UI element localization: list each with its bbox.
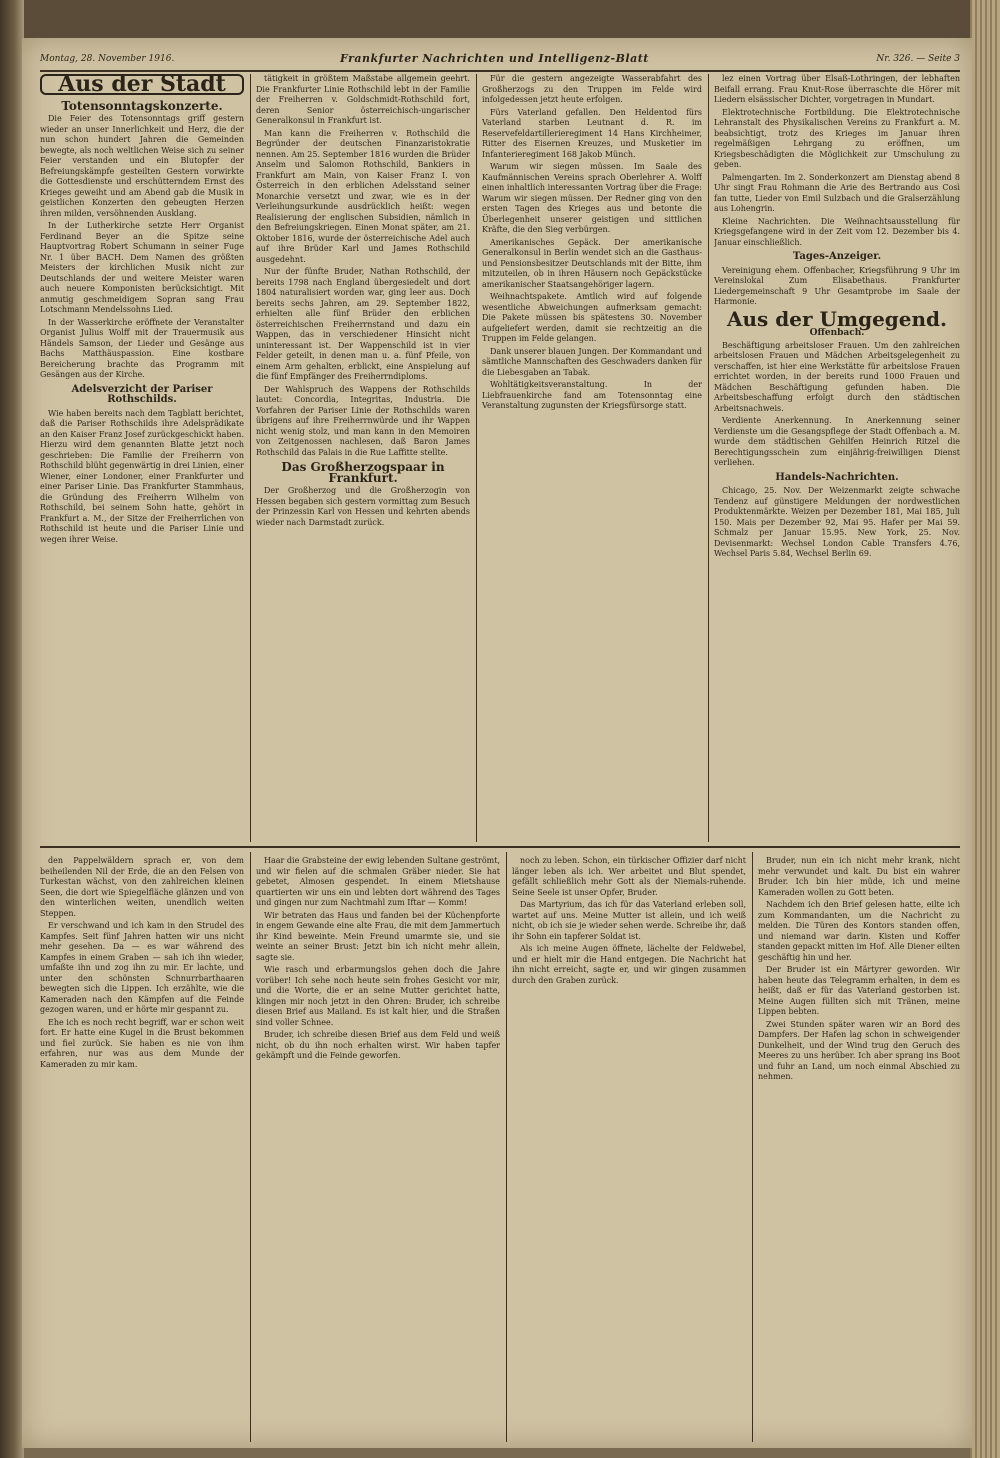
article-paragraph: Kleine Nachrichten. Die Weihnachtsausstellung für Kriegsgefangene wird in der Zeit vom 12. Dezember bis 4. Januar einschließlich. [714, 216, 960, 247]
feuilleton-column-4 [758, 856, 960, 1442]
column-rule [250, 852, 251, 1442]
article-paragraph: Vereinigung ehem. Offenbacher, Kriegsführung 9 Uhr im Vereinslokal Zum Elisabethaus. Frankfurter Liedergemeinschaft 9 Uhr Gesamtprobe im Saale der Harmonie. [714, 265, 960, 306]
article-paragraph: In der Wasserkirche eröffnete der Veranstalter Organist Julius Wolff mit der Trauermusik aus Händels Samson, der Lieder und Gesänge aus Bachs Matthäuspassion. Eine kostbare Bereicherung brachte das Programm mit Gesängen aus der Kirche. [40, 317, 244, 379]
section-divider [40, 846, 960, 848]
article-paragraph: Weihnachtspakete. Amtlich wird auf folgende wesentliche Abweichungen aufmerksam gemacht: Die Pakete müssen bis spätestens 30. November aufgeliefert werden, damit sie rechtzeitig an die Truppen im Felde gelangen. [482, 292, 702, 343]
story-paragraph: noch zu leben. Schon, ein türkischer Offizier darf nicht länger leben als ich. Wer arbeitet und Blut spendet, gefällt schließlich mehr Gott als der Niemals-ruhende. Seine Seele ist unser Opfer, Bruder. [512, 856, 746, 897]
article-heading: Das Großherzogspaar in Frankfurt. [281, 460, 445, 485]
scan-top-edge [0, 0, 1000, 40]
story-paragraph: Haar die Grabsteine der ewig lebenden Sultane geströmt, und wir fielen auf die schmalen Gräber nieder. Sie hat gebetet, Almosen gespendet. In einem Mietshause quartierten wir uns ein und lebten dort während des Tages und gingen nur zum Nachtmahl zum Iftar — Komm! [256, 856, 500, 907]
story-paragraph: Ehe ich es noch recht begriff, war er schon weit fort. Er hatte eine Kugel in die Brust bekommen und fiel zurück. Sie haben es nie von ihm erfahren, nur was aus dem Munde der Kameraden zu mir kam. [40, 1017, 244, 1069]
article-heading: Handels-Nachrichten. [775, 471, 899, 483]
page-number: Nr. 326. — Seite 3 [876, 54, 960, 64]
article-paragraph: Für die gestern angezeigte Wasserabfahrt des Großherzogs zu den Truppen im Felde wird infolgedessen jetzt heute erfolgen. [482, 74, 702, 104]
column-rule [250, 74, 251, 842]
article-heading: Tages-Anzeiger. [792, 251, 882, 262]
column-3 [482, 74, 702, 842]
article-heading: Totensonntagskonzerte. [61, 98, 223, 113]
article-paragraph: Nur der fünfte Bruder, Nathan Rothschild, der bereits 1798 nach England übergesiedelt und dort 1804 naturalisiert worden war, ging leer aus. Doch bereits sechs Jahren, am 29. September 1822, erhielten alle fünf Brüder den erblichen österreichischen Freiherrnstand und dazu ein Wappen, das in verschiedener Hinsicht nicht uninteressant ist. Der Wappenschild ist in vier Felder geteilt, in denen man u. a. fünf Pfeile, von einem Arm gehalten, erblickt, eine Anspielung auf die fünf Empfänger des Freiherrndiploms. [256, 267, 470, 381]
article-paragraph: Chicago, 25. Nov. Der Weizenmarkt zeigte schwache Tendenz auf günstigere Meldungen der nordwestlichen Produktenmärkte. Weizen per Dezember 181, Mai 185, Juli 150. Mais per Dezember 92, Mai 95. Hafer per Mai 59. Schmalz per Januar 15.95. New York, 25. Nov. Devisenmarkt: Wechsel London Cable Transfers 4.76, Wechsel Paris 5.84, Wechsel Berlin 69. [714, 486, 960, 558]
section-heading-umgegend: Aus der Umgegend. [727, 306, 947, 331]
article-heading: Adelsverzicht der Pariser Rothschilds. [71, 383, 213, 405]
feuilleton-column-2 [256, 856, 500, 1442]
article-paragraph: Verdiente Anerkennung. In Anerkennung seiner Verdienste um die Gesangspflege der Stadt Offenbach a. M. wurde dem städtischen Gehilfen Heinrich Ritzel die Berechtigungsschein zum einjährig-freiwilligen Dienst verliehen. [714, 416, 960, 467]
story-paragraph: Als ich meine Augen öffnete, lächelte der Feldwebel, und er hielt mir die Hand entgegen. Die Nachricht hat ihn nicht erreicht, sagte er, und wir gingen zusammen durch den Graben zurück. [512, 944, 746, 985]
story-paragraph: Wir betraten das Haus und fanden bei der Küchenpforte in engem Gewande eine alte Frau, die mit dem Jammertuch ihr Kind beweinte. Mein Freund umarmte sie, und sie weinte an seiner Brust: Jetzt bin ich nicht mehr allein, sagte sie. [256, 910, 500, 962]
column-4 [714, 74, 960, 842]
issue-date: Montag, 28. November 1916. [40, 54, 175, 64]
article-paragraph: Die Feier des Totensonntags griff gestern wieder an unser Innerlichkeit und Herz, die der nun schon hundert Jahren die Gemeinden bewegte, als noch weltlichen Weise sich zu seiner Feier verstanden und ein Blutopfer der Befreiungskämpfe gesteilten Gestern vorwirkte die Gottesdienste und erschütterndem Ernst des Krieges geweiht und am Abend gab die Musik in geistlichen Konzerten den gebeugten Herzen ihren milden, versöhnenden Ausklang. [40, 114, 244, 218]
page-header [40, 52, 960, 72]
article-paragraph: Amerikanisches Gepäck. Der amerikanische Generalkonsul in Berlin wendet sich an die Gasthaus- und Pensionsbesitzer Deutschlands mit der Bitte, ihm mitzuteilen, ob in ihren Häusern noch Gepäckstücke amerikanischer Staatsangehöriger lagern. [482, 237, 702, 289]
article-paragraph: Fürs Vaterland gefallen. Den Heldentod fürs Vaterland starben Leutnant d. R. im Reservefeldartillerieregiment 14 Hans Kirchheimer, Ritter des Eisernen Kreuzes, und Musketier im Infanterieregiment 168 Jakob Münch. [482, 107, 702, 159]
column-rule [506, 852, 507, 1442]
article-paragraph: lez einen Vortrag über Elsaß-Lothringen, der lebhaften Beifall errang. Frau Knut-Rose überraschte die Hörer mit Liedern elsässischer Dichter, vorgetragen in Mundart. [714, 74, 960, 104]
column-rule [708, 74, 709, 842]
article-paragraph: Elektrotechnische Fortbildung. Die Elektrotechnische Lehranstalt des Physikalischen Vereins zu Frankfurt a. M. beabsichtigt, trotz des Krieges im Januar ihren regelmäßigen Lehrgang zu eröffnen, um Kriegsbeschädigten die Möglichkeit zur Umschulung zu geben. [714, 107, 960, 169]
article-paragraph: Der Großherzog und die Großherzogin von Hessen begaben sich gestern vormittag zum Besuch der Prinzessin Karl von Hessen und kehrten abends wieder nach Darmstadt zurück. [256, 486, 470, 527]
column-2 [256, 74, 470, 842]
article-paragraph: Palmengarten. Im 2. Sonderkonzert am Dienstag abend 8 Uhr singt Frau Rohmann die Arie des Bertrando aus Così fan tutte, Lieder von Emil Sulzbach und die Gralserzählung aus Lohengrin. [714, 172, 960, 213]
column-rule [476, 74, 477, 842]
newspaper-title: Frankfurter Nachrichten und Intelligenz-Blatt [340, 52, 649, 65]
article-paragraph: Beschäftigung arbeitsloser Frauen. Um den zahlreichen arbeitslosen Frauen und Mädchen Arbeitsgelegenheit zu verschaffen, ist hier eine Werkstätte für arbeitslose Frauen errichtet worden, in der bereits rund 1000 Frauen und Mädchen Beschäftigung gefunden haben. Die Arbeitsbeschaffung erfolgt durch den städtischen Arbeitsnachweis. [714, 340, 960, 413]
article-paragraph: Dank unserer blauen Jungen. Der Kommandant und sämtliche Mannschaften des Geschwaders danken für die Liebesgaben an Tabak. [482, 346, 702, 377]
article-paragraph: Wohltätigkeitsveranstaltung. In der Liebfrauenkirche fand am Totensonntag eine Veranstaltung zugunsten der Kriegsfürsorge statt. [482, 380, 702, 410]
feuilleton-column-3 [512, 856, 746, 1442]
page-stack-edge [970, 0, 1000, 1458]
feuilleton-column-1 [40, 856, 244, 1442]
article-paragraph: Man kann die Freiherren v. Rothschild die Begründer der deutschen Finanzaristokratie nennen. Am 25. September 1816 wurden die Brüder Anselm und Salomon Rothschild, Bankiers in Frankfurt am Main, von Kaiser Franz I. von Österreich in den erblichen Adelsstand seiner Monarchie versetzt und zwar, wie es in der Verleihungsurkunde ausdrücklich heißt: wegen Realisierung der englischen Subsidien, nämlich in den Befreiungskriegen. Einen Monat später, am 21. Oktober 1816, wurde der österreichische Adel auch auf ihre Brüder Karl und James Rothschild ausgedehnt. [256, 128, 470, 264]
column-1 [40, 74, 244, 842]
article-paragraph: In der Lutherkirche setzte Herr Organist Ferdinand Beyer an die Spitze seine Hauptvortrag Robert Schumann in seiner Fuge Nr. 1 über BACH. Dem Namen des größten Meisters der kirchlichen Musik nicht zur Deutschlands der und weitere Meister waren auch neuere Komponisten berücksichtigt. Mit anmutig geschmeidigem Sopran sang Frau Lotschmann Mendelssohns Lied. [40, 221, 244, 314]
article-paragraph: Wie haben bereits nach dem Tagblatt berichtet, daß die Pariser Rothschilds ihre Adelsprädikate an den Kaiser Franz Josef zurückgeschickt haben. Hierzu wird dem genannten Blatte jetzt noch geschrieben: Die Familie der Freiherrn von Rothschild blüht gegenwärtig in drei Linien, einer Wiener, einer Londoner, einer Frankfurter und einer Pariser Linie. Das Frankfurter Stammhaus, die Gründung des Freiherrn Wilhelm von Rothschild, bei seinem Sohn hatte, gehört in Frankfurt a. M., der Sitze der Freiherrlichen von Rothschild ist heute und die Pariser Linie und wegen ihrer Weise. [40, 408, 244, 544]
article-subheading: Offenbach. [809, 328, 865, 338]
story-paragraph: den Pappelwäldern sprach er, von dem beiheilenden Nil der Erde, die an den Felsen von Turkestan wächst, von den zahlreichen kleinen Seen, die dort wie Spiegelfläche glänzen und von den winterlichen weiten, unendlich weiten Steppen. [40, 856, 244, 918]
story-paragraph: Zwei Stunden später waren wir an Bord des Dampfers. Der Hafen lag schon in schweigender Dunkelheit, und der Wind trug den Geruch des Meeres zu uns herüber. Ich aber sprang ins Boot und fuhr an Land, um noch einmal Abschied zu nehmen. [758, 1019, 960, 1081]
article-paragraph: tätigkeit in größtem Maßstabe allgemein geehrt. Die Frankfurter Linie Rothschild lebt in der Familie der Freiherren v. Goldschmidt-Rothschild fort, deren Senior österreichisch-ungarischer Generalkonsul in Frankfurt ist. [256, 74, 470, 125]
story-paragraph: Wie rasch und erbarmungslos gehen doch die Jahre vorüber! Ich sehe noch heute sein frohes Gesicht vor mir, und die Worte, die er an seine Mutter gerichtet hatte, klingen mir noch jetzt in den Ohren: Bruder, ich schreibe diesen Brief aus Mailand. Es ist kalt hier, und die Straßen sind voller Schnee. [256, 965, 500, 1027]
story-paragraph: Der Bruder ist ein Märtyrer geworden. Wir haben heute das Telegramm erhalten, in dem es heißt, daß er für das Vaterland gestorben ist. Meine Augen füllten sich mit Tränen, meine Lippen bebten. [758, 965, 960, 1016]
article-paragraph: Der Wahlspruch des Wappens der Rothschilds lautet: Concordia, Integritas, Industria. Die Vorfahren der Pariser Linie der Rothschilds waren übrigens auf ihre Freiherrnwürde und ihr Wappen nicht wenig stolz, und man kann in den Memoiren von Zeitgenossen nachlesen, daß Baron James Rothschild das Palais in die Rue Laffitte stellte. [256, 384, 470, 457]
story-paragraph: Nachdem ich den Brief gelesen hatte, eilte ich zum Kommandanten, um die Nachricht zu melden. Die Türen des Kontors standen offen, und niemand war darin. Kisten und Koffer standen gepackt mitten im Hof. Alle Diener eilten geschäftig hin und her. [758, 900, 960, 962]
story-paragraph: Er verschwand und ich kam in den Strudel des Kampfes. Seit fünf Jahren hatten wir uns nicht mehr gesehen. Da — es war während des Kampfes in einem Graben — sah ich ihn wieder, umfaßte ihn und zog ihn zu mir. Er lachte, und unter den schönsten Schnurrbarthaaren bewegten sich die Lippen. Ich erzählte, wie die Kameraden nach den Kämpfen auf die Feinde gezogen waren, und er hörte mir gespannt zu. [40, 921, 244, 1014]
column-rule [752, 852, 753, 1442]
section-masthead-stadt: Aus der Stadt [40, 74, 244, 95]
article-paragraph: Warum wir siegen müssen. Im Saale des Kaufmännischen Vereins sprach Oberlehrer A. Wolff einen inhaltlich interessanten Vortrag über die Frage: Warum wir siegen müssen. Der Redner ging von den ersten Tagen des Krieges aus und betonte die Überlegenheit unserer geistigen und sittlichen Kräfte, die den Sieg verbürgen. [482, 162, 702, 234]
story-paragraph: Das Martyrium, das ich für das Vaterland erleben soll, wartet auf uns. Meine Mutter ist allein, und ich weiß nicht, ob ich sie je wieder sehen werde. Schreibe ihr, daß ihr Sohn ein tapferer Soldat ist. [512, 900, 746, 941]
story-paragraph: Bruder, ich schreibe diesen Brief aus dem Feld und weiß nicht, ob du ihn noch erhalten wirst. Wir haben tapfer gekämpft und die Feinde geworfen. [256, 1030, 500, 1060]
book-spine [0, 0, 24, 1458]
story-paragraph: Bruder, nun ein ich nicht mehr krank, nicht mehr verwundet und kalt. Du bist ein wahrer Bruder. Ich bin hier müde, ich und meine Kameraden wollen zu Gott beten. [758, 856, 960, 897]
